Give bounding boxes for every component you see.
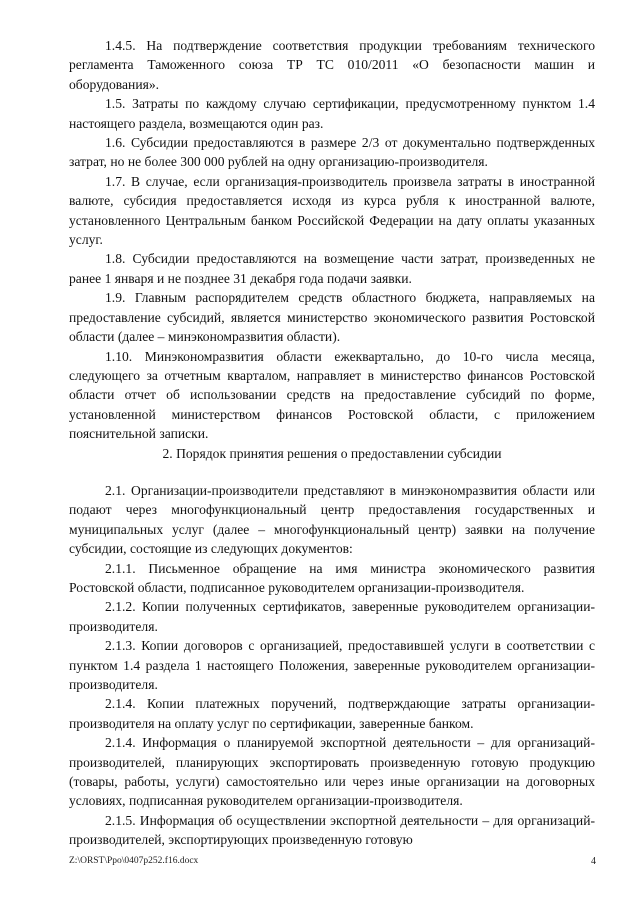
paragraph-1-5: 1.5. Затраты по каждому случаю сертификации, предусмотренному пунктом 1.4 настоящего раздела, возмещаются один раз. bbox=[69, 96, 595, 131]
paragraph-2-1-4-info: 2.1.4. Информация о планируемой экспортной деятельности – для организаций-производителей, планирующих экспортировать произведенную готовую продукцию (товары, работы, услуги) самостоятельно или через иные организации на договорных условиях, подписанная руководителем организации-производителя. bbox=[69, 735, 595, 809]
paragraph-1-9: 1.9. Главным распорядителем средств областного бюджета, направляемых на предоставление субсидий, является министерство экономического развития Ростовской области (далее – минэкономразвития области). bbox=[69, 290, 595, 345]
section-heading: 2. Порядок принятия решения о предоставлении субсидии bbox=[162, 445, 502, 461]
footer-page-number: 4 bbox=[591, 856, 596, 867]
paragraph-2-1-5: 2.1.5. Информация об осуществлении экспортной деятельности – для организаций-производителей, экспортирующих произведенную готовую bbox=[69, 812, 595, 848]
footer-file-path: Z:\ORST\Ppo\0407p252.f16.docx bbox=[69, 856, 199, 866]
document-body bbox=[69, 36, 595, 850]
paragraph-2-1-3: 2.1.3. Копии договоров с организацией, предоставившей услуги в соответствии с пунктом 1.4 раздела 1 настоящего Положения, заверенные руководителем организации-производителя. bbox=[69, 638, 595, 692]
paragraph-1-7: 1.7. В случае, если организация-производитель произвела затраты в иностранной валюте, субсидия предоставляется исходя из курса рубля к иностранной валюте, установленного Центральным банком Российской Федерации на дату оплаты указанных услуг. bbox=[69, 173, 595, 248]
paragraph-1-6: 1.6. Субсидии предоставляются в размере 2/3 от документально подтвержденных затрат, но не более 300 000 рублей на одну организацию-производителя. bbox=[69, 135, 595, 170]
paragraph-1-4-5: 1.4.5. На подтверждение соответствия продукции требованиям технического регламента Таможенного союза ТР ТС 010/2011 «О безопасности машин и оборудования». bbox=[69, 38, 595, 92]
paragraph-2-1-1: 2.1.1. Письменное обращение на имя министра экономического развития Ростовской области, подписанное руководителем организации-производителя. bbox=[69, 560, 595, 595]
paragraph-2-1-2: 2.1.2. Копии полученных сертификатов, заверенные руководителем организации-производителя. bbox=[69, 599, 595, 634]
paragraph-2-1: 2.1. Организации-производители представляют в минэкономразвития области или подают через многофункциональный центр предоставления государственных и муниципальных услуг (далее – многофункциональный центр) заявки на получение субсидии, состоящие из следующих документов: bbox=[69, 482, 595, 557]
paragraph-2-1-4-copies: 2.1.4. Копии платежных поручений, подтверждающие затраты организации-производителя на оплату услуг по сертификации, заверенные банком. bbox=[69, 696, 595, 731]
paragraph-1-10: 1.10. Минэкономразвития области ежеквартально, до 10-го числа месяца, следующего за отчетным кварталом, направляет в министерство финансов Ростовской области отчет об использовании средств на предоставление субсидий по форме, установленной министерством финансов Ростовской области, с приложением пояснительной записки. bbox=[69, 348, 595, 442]
paragraph-1-8: 1.8. Субсидии предоставляются на возмещение части затрат, произведенных не ранее 1 января и не позднее 31 декабря года подачи заявки. bbox=[69, 251, 595, 286]
